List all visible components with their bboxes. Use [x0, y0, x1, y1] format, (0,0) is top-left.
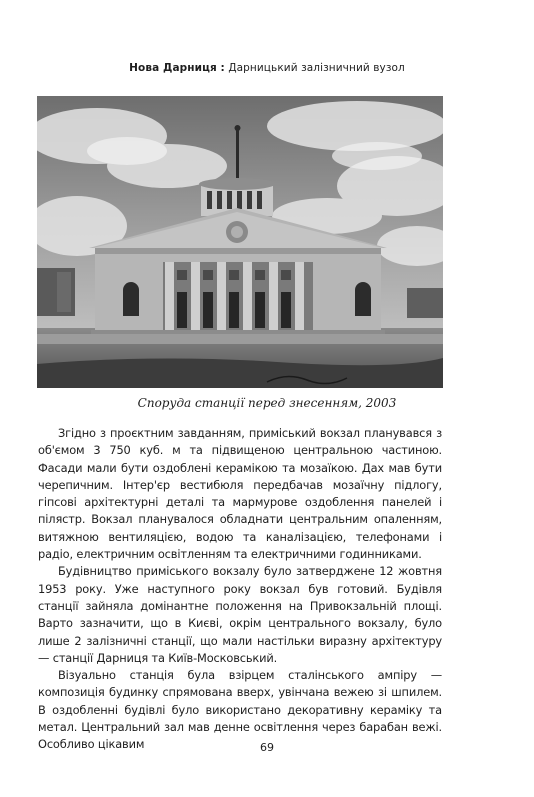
paragraph-2: Будівництво приміського вокзалу було затверджене 12 жовтня 1953 року. Уже наступного року вокзал був готовий. Будівля станції зайняла домінантне положення на Привокзальній площі. Варто зазначити, що в Києві, окрім центрального вокзалу, було лише 2 залізничні станції, що мали настільки виразну архітектуру — станції Дарниця та Київ-Московський. [38, 564, 442, 665]
page-number: 69 [260, 741, 274, 754]
article-body [38, 425, 442, 754]
header-chapter-title: Дарницький залізничний вузол [228, 62, 405, 74]
paragraph-1: Згідно з проєктним завданням, приміський вокзал планувався з об'ємом 3 750 куб. м та підвищеною центральною частиною. Фасади мали бути оздоблені керамікою та мозаїкою. Дах мав бути черепичним. Інтер'єр вестибюля передбачав мозаїчну підлогу, гіпсові архітектурні деталі та мармурове оздоблення панелей і пілястр. Вокзал планувалося обладнати центральним опаленням, витяжною вентиляцією, водою та каналізацією, телефонами і радіо, електричним освітленням та електричними годинниками. [38, 426, 442, 562]
running-header [0, 62, 534, 74]
photo-caption: Споруда станції перед знесенням, 2003 [137, 396, 397, 410]
paragraph-3: Візуально станція була взірцем сталінського ампіру — композиція будинку спрямована вверх, увінчана вежею зі шпилем. В оздобленні будівлі було використано декоративну кераміку та метал. Центральний зал мав денне освітлення через барабан вежі. Особливо цікавим [38, 668, 442, 752]
station-photo [37, 96, 443, 388]
header-book-title: Нова Дарниця : [129, 62, 225, 74]
